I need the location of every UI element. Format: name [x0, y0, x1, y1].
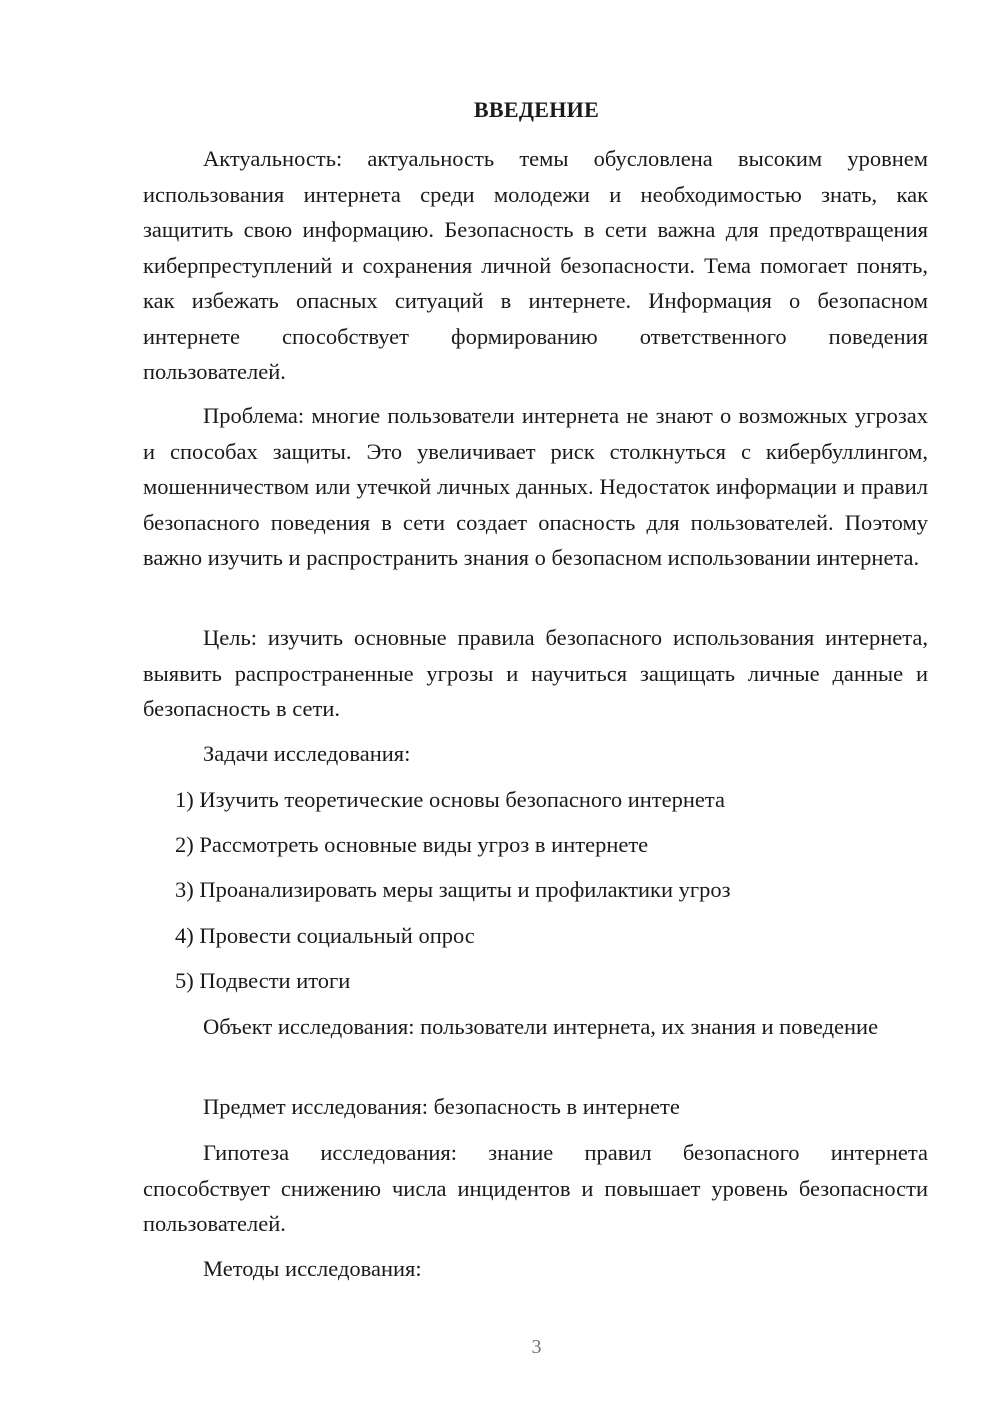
problem-paragraph: Проблема: многие пользователи интернета не знают о возможных угрозах и способах защиты. Это увеличивает риск столкнуться с кибербуллингом, мошенничеством или утечкой личных данных. Недостаток информации и правил безопасного поведения в сети создает опасность для пользователей. Поэтому важно изучить и распространить знания о безопасном использовании интернета. — [143, 403, 928, 570]
object-paragraph: Объект исследования: пользователи интернета, их знания и поведение — [203, 1014, 879, 1039]
task-item-1: 1) Изучить теоретические основы безопасного интернета — [175, 787, 725, 812]
relevance-paragraph: Актуальность: актуальность темы обусловлена высоким уровнем использования интернета среди молодежи и необходимостью знать, как защитить свою информацию. Безопасность в сети важна для предотвращения киберпреступлений и сохранения личной безопасности. Тема помогает понять, как избежать опасных ситуаций в интернете. Информация о безопасном интернете способствует формированию ответственного поведения пользователей. — [143, 146, 928, 384]
task-item-2: 2) Рассмотреть основные виды угроз в интернете — [175, 832, 649, 857]
hypothesis-paragraph: Гипотеза исследования: знание правил безопасного интернета способствует снижению числа инцидентов и повышает уровень безопасности пользователей. — [143, 1140, 928, 1236]
section-title: ВВЕДЕНИЕ — [473, 97, 600, 122]
goal-paragraph: Цель: изучить основные правила безопасного использования интернета, выявить распространенные угрозы и научиться защищать личные данные и безопасность в сети. — [143, 625, 928, 721]
task-item-4: 4) Провести социальный опрос — [175, 923, 475, 948]
task-item-5: 5) Подвести итоги — [175, 968, 351, 993]
tasks-heading: Задачи исследования: — [203, 741, 411, 766]
task-item-3: 3) Проанализировать меры защиты и профилактики угроз — [175, 877, 731, 902]
methods-heading: Методы исследования: — [203, 1256, 422, 1281]
subject-paragraph: Предмет исследования: безопасность в интернете — [203, 1094, 680, 1119]
page-number: 3 — [531, 1336, 542, 1358]
